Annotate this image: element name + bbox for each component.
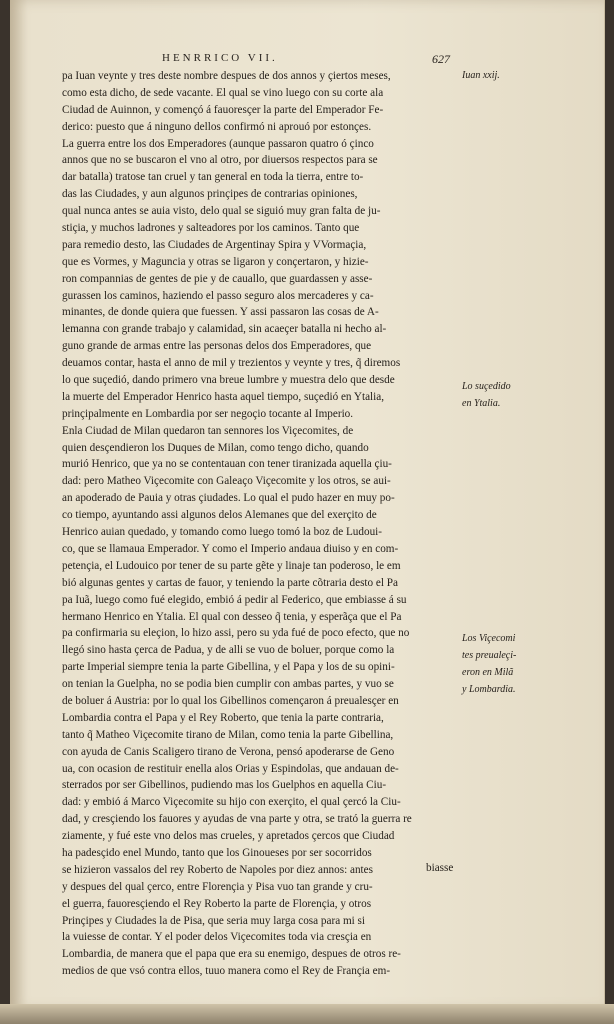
text-line: deuamos contar, hasta el anno de mil y trezientos y veynte y tres, q̃ diremos bbox=[62, 357, 401, 370]
text-line: lo que suçedió, dando primero vna breue lumbre y muestra delo que desde bbox=[62, 374, 395, 387]
text-line: on tenian la Guelpha, no se podia bien cumplir con ambas partes, y vuo se bbox=[62, 678, 394, 691]
text-line: la muerte del Emperador Henrico hasta aquel tiempo, suçedió en Ytalia, bbox=[62, 390, 385, 403]
text-line: ha padesçido enel Mundo, tanto que los Ginoueses por ser socorridos bbox=[62, 846, 372, 859]
text-line: para remedio desto, las Ciudades de Argentinay Spira y VVormaçia, bbox=[62, 238, 367, 251]
text-line: Ciudad de Auinnon, y començó á fauoresçer la parte del Emperador Fe- bbox=[62, 103, 384, 116]
text-line: quien desçendieron los Duques de Milan, como tengo dicho, quando bbox=[62, 441, 369, 454]
page-number: 627 bbox=[432, 52, 450, 66]
running-head: HENRRICO VII. bbox=[162, 52, 278, 64]
text-line: llegó sino hasta çerca de Padua, y de alli se vuo de boluer, porque como la bbox=[62, 644, 395, 657]
margin-note-iuan bbox=[462, 68, 500, 85]
text-line: se hizieron vassalos del rey Roberto de Napoles por diez annos: antes bbox=[62, 863, 373, 876]
text-line: stiçia, y muchos ladrones y salteadores por los caminos. Tanto que bbox=[62, 222, 360, 235]
text-line: ziamente, y fué este vno delos mas crueles, y apretados çercos que Ciudad bbox=[62, 830, 395, 843]
text-line: pa Iuã, luego como fué elegido, embió á pedir al Federico, que embiasse á su bbox=[62, 593, 407, 606]
text-line: parte Imperial siempre tenia la parte Gibellina, y el Papa y los de su opini- bbox=[62, 661, 395, 674]
margin-note-line: eron en Milã bbox=[462, 666, 514, 678]
margin-note-line: Los Viçecomi bbox=[462, 633, 516, 644]
text-line: prinçipalmente en Lombardia por ser negoçio tocante al Imperio. bbox=[62, 407, 354, 420]
book-page bbox=[10, 0, 605, 1010]
margin-note-line: y Lombardia. bbox=[462, 683, 516, 695]
margin-note-vicecomites bbox=[462, 631, 532, 699]
text-line: dad: pero Matheo Viçecomite con Galeaço Viçecomite y los otros, se aui- bbox=[62, 475, 391, 488]
text-line: lemanna con grande trabajo y calamidad, sin acaeçer batalla ni hecho al- bbox=[62, 323, 387, 336]
text-line: ron compannias de gentes de pie y de cauallo, que guardassen y asse- bbox=[62, 272, 373, 285]
page-header bbox=[10, 52, 604, 68]
text-line: co, que se llamaua Emperador. Y como el Imperio andaua diuiso y en com- bbox=[62, 542, 399, 555]
text-line: pa confirmaria su eleçion, lo hizo assi, pero su yda fué de poco efecto, que no bbox=[62, 627, 410, 640]
text-line: el guerra, fauoresçiendo el Rey Roberto la parte de Florençia, y otros bbox=[62, 897, 372, 910]
page-edge bbox=[0, 1004, 614, 1024]
text-line: La guerra entre los dos Emperadores (aunque passaron quatro ó çinco bbox=[62, 137, 374, 150]
text-line: murió Henrico, que ya no se contentauan con tener tiranizada aquella çiu- bbox=[62, 458, 392, 471]
text-line: Lombardia contra el Papa y el Rey Roberto, que tenia la parte contraria, bbox=[62, 711, 384, 724]
text-line: guno grande de armas entre las personas delos dos Emperadores, que bbox=[62, 340, 372, 353]
text-line: petençia, el Ludouico por tener de su parte gẽte y linaje tan poderoso, le em bbox=[62, 559, 401, 572]
text-line: de boluer á Austria: por lo qual los Gibellinos començaron á preualesçer en bbox=[62, 694, 399, 707]
text-line: medios de que vsó contra ellos, tuuo manera como el Rey de Françia em- bbox=[62, 965, 391, 978]
text-line: gurassen los caminos, haziendo el passo seguro alos mercaderes y ca- bbox=[62, 289, 374, 302]
text-line: annos que no se buscaron el vno al otro, por diuersos respectos para se bbox=[62, 154, 378, 167]
text-line: Lombardia, de manera que el papa que era su enemigo, despues de otros re- bbox=[62, 948, 401, 961]
text-line: y despues del qual çerco, entre Florençia y Pisa vuo tan grande y cru- bbox=[62, 880, 373, 893]
text-line: que es Vormes, y Maguncia y otras se ligaron y conçertaron, y hizie- bbox=[62, 255, 369, 268]
text-line: an apoderado de Pauia y otras çiudades. Lo qual el pudo hazer en muy po- bbox=[62, 492, 395, 505]
text-line: ua, con ocasion de restituir enella alos Orias y Espindolas, que andauan de- bbox=[62, 762, 399, 775]
text-line: tanto q̃ Matheo Viçecomite tirano de Milan, como tenia la parte Gibellina, bbox=[62, 728, 394, 741]
margin-note-text: Iuan xxij. bbox=[462, 70, 500, 81]
text-line: dad, y cresçiendo los fauores y ayudas de vna parte y otra, se trató la guerra re bbox=[62, 813, 412, 826]
margin-note-line: Lo suçedido bbox=[462, 381, 511, 392]
text-line: dar batalla) tratose tan cruel y tan general en toda la tierra, entre to- bbox=[62, 171, 364, 184]
text-line: como esta dicho, de sede vacante. El qual se vino luego con su corte ala bbox=[62, 86, 384, 99]
text-line: bió algunas gentes y cartas de fauor, y teniendo la parte cõtraria desto el Pa bbox=[62, 576, 398, 589]
text-line: dad: y embió á Marco Viçecomite su hijo con exerçito, el qual çercó la Ciu- bbox=[62, 796, 401, 809]
catchword: biasse bbox=[426, 862, 454, 874]
text-line: derico: puesto que á ninguno dellos confirmó ni aprouó por estonçes. bbox=[62, 120, 372, 133]
text-line: das las Ciudades, y aun algunos prinçipes de contrarias opiniones, bbox=[62, 188, 358, 201]
text-line: sterrados por ser Gibellinos, pudiendo mas los Guelphos en aquella Ciu- bbox=[62, 779, 387, 792]
margin-note-line: en Ytalia. bbox=[462, 397, 501, 409]
text-line: Henrico auian quedado, y tomando como luego tomó la boz de Ludoui- bbox=[62, 526, 383, 539]
text-line: co tiempo, ayuntando assi algunos delos Alemanes que del exerçito de bbox=[62, 509, 377, 522]
margin-note-line: tes preualeçi- bbox=[462, 649, 517, 661]
body-text bbox=[62, 68, 462, 980]
text-line: qual nunca antes se auia visto, delo qual se siguió muy gran falta de ju- bbox=[62, 205, 381, 218]
text-line: hermano Henrico en Ytalia. El qual con desseo q̃ tenia, y esperãça que el Pa bbox=[62, 610, 402, 623]
text-line: con ayuda de Canis Scaligero tirano de Verona, pensó apoderarse de Geno bbox=[62, 745, 395, 758]
text-line: Enla Ciudad de Milan quedaron tan sennores los Viçecomites, de bbox=[62, 424, 354, 437]
text-line: minantes, de donde quiera que fuessen. Y assi passaron las cosas de A- bbox=[62, 306, 379, 319]
text-line: pa Iuan veynte y tres deste nombre despues de dos annos y çiertos meses, bbox=[62, 70, 391, 82]
margin-note-sucedido bbox=[462, 379, 532, 413]
text-line: Prinçipes y Ciudades la de Pisa, que seria muy larga cosa para mi si bbox=[62, 914, 366, 927]
text-line: la vuiesse de contar. Y el poder delos Viçecomites toda via cresçia en bbox=[62, 931, 372, 944]
